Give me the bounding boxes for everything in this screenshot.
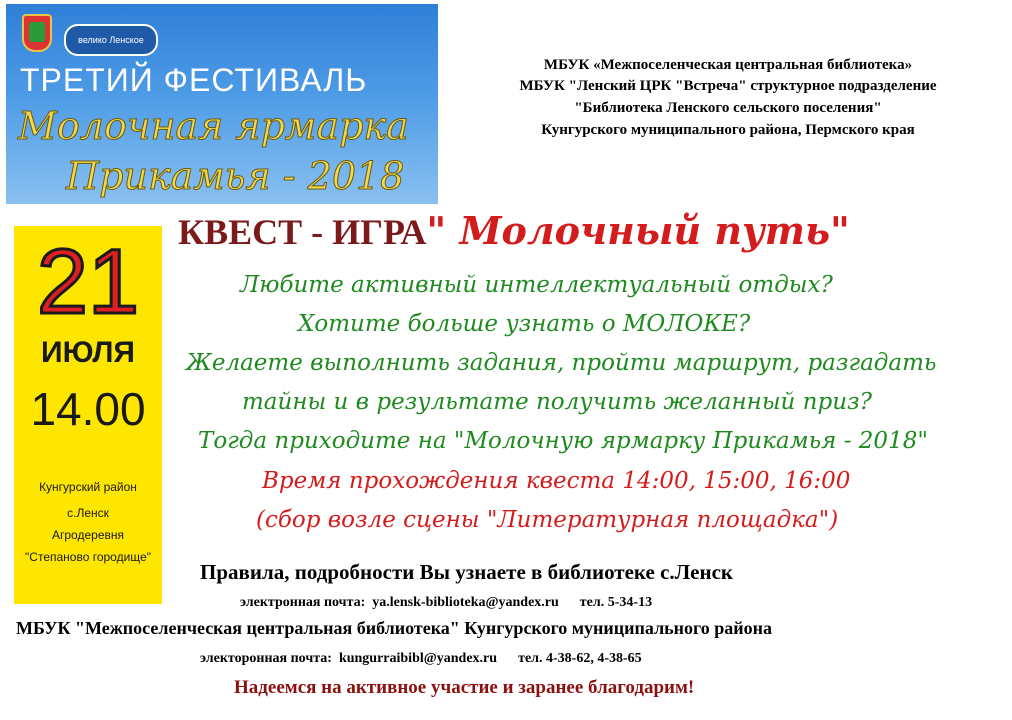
festival-name-line1: Молочная ярмарка [18, 104, 409, 148]
coat-of-arms-icon [22, 14, 52, 52]
invite-line-3: Желаете выполнить задания, пройти маршрут, разгадать [186, 350, 937, 376]
emblem-inner [29, 22, 45, 42]
invite-line-4: тайны и в результате получить желанный приз? [242, 389, 872, 415]
location-line-4: "Степаново городище" [25, 550, 151, 564]
brand-logo: вели​ко Ленское [64, 24, 158, 56]
festival-banner [6, 4, 438, 204]
invite-line-5: Тогда приходите на "Молочную ярмарку Прикамья - 2018" [198, 428, 928, 454]
title-prefix: КВЕСТ - ИГРА [178, 212, 427, 252]
date-panel [14, 226, 162, 604]
email-label-2: электоронная почта: [200, 651, 332, 666]
title-name: " Молочный путь" [426, 208, 850, 253]
event-month: ИЮЛЯ [41, 336, 135, 369]
festival-label: ТРЕТИЙ ФЕСТИВАЛЬ [20, 62, 368, 98]
email-link-2[interactable]: kungurraibibl@yandex.ru [338, 651, 498, 666]
phone-1: тел. 5-34-13 [579, 595, 653, 610]
contact-2 [200, 651, 642, 667]
organizer-line-4: Кунгурского муниципального района, Пермского края [541, 122, 915, 138]
organizer-line-3: "Библиотека Ленского сельского поселения" [574, 100, 882, 116]
gathering-point: (сбор возле сцены "Литературная площадка") [256, 507, 839, 533]
phone-2: тел. 4-38-62, 4-38-65 [518, 651, 642, 666]
quest-schedule: Время прохождения квеста 14:00, 15:00, 16:00 [262, 468, 851, 494]
rules-text: Правила, подробности Вы узнаете в библиотеке с.Ленск [200, 560, 733, 584]
invite-line-1: Любите активный интеллектуальный отдых? [240, 272, 833, 298]
closing-text: Надеемся на активное участие и заранее благодарим! [234, 677, 695, 698]
organizer-line-1: МБУК «Межпоселенческая центральная библиотека» [543, 57, 913, 73]
email-link-1[interactable]: ya.lensk-biblioteka@yandex.ru [372, 595, 559, 610]
invite-line-2: Хотите больше узнать о МОЛОКЕ? [298, 311, 751, 337]
library-name: МБУК "Межпоселенческая центральная библиотека" Кунгурского муниципального района [16, 618, 773, 638]
location-line-2: с.Ленск [67, 506, 109, 520]
location-line-1: Кунгурский район [39, 480, 137, 494]
contact-1 [240, 595, 652, 611]
event-day: 21 [36, 231, 140, 333]
location-line-3: Агродеревня [52, 528, 124, 542]
event-time: 14.00 [30, 383, 146, 435]
page-title [178, 208, 850, 253]
organizer-line-2: МБУК "Ленский ЦРК "Встреча" структурное подразделение [519, 78, 937, 94]
festival-name-line2: Прикамья - 2018 [66, 154, 405, 198]
email-label-1: электронная почта: [240, 595, 366, 610]
